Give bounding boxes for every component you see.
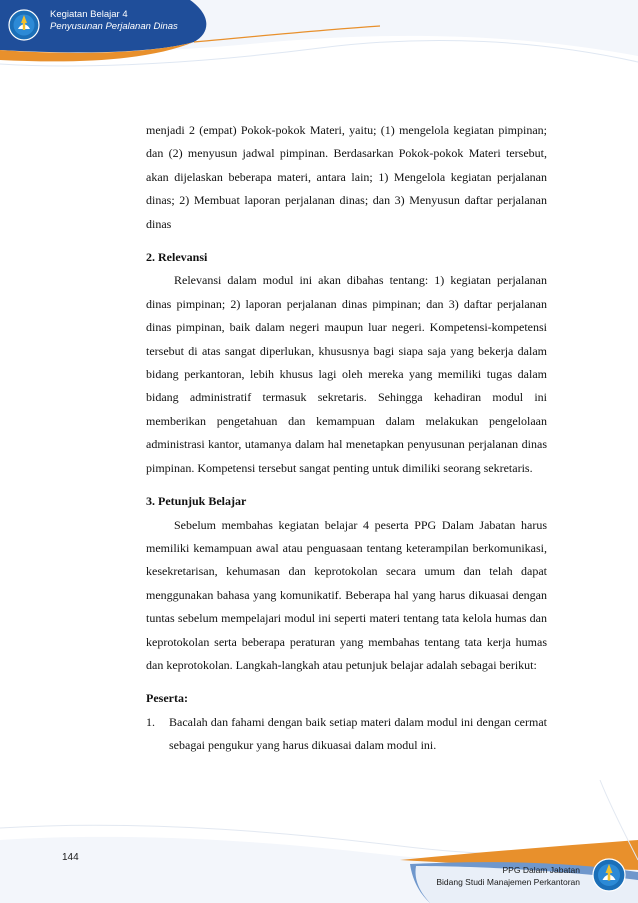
intro-paragraph: menjadi 2 (empat) Pokok-pokok Materi, yaitu; (1) mengelola kegiatan pimpinan; dan (2) menyusun jadwal pimpinan. Berdasarkan Pokok-pokok Materi tersebut, akan dijelaskan beberapa materi, antara lain; 1) Mengelola kegiatan perjalanan dinas; 2) Membuat laporan perjalanan dinas; dan 3) Menyusun daftar perjalanan dinas <box>146 123 547 231</box>
footer-field: Bidang Studi Manajemen Perkantoran <box>436 877 580 887</box>
header-title: Kegiatan Belajar 4 <box>50 9 128 20</box>
section-heading-petunjuk: 3. Petunjuk Belajar <box>146 494 247 509</box>
tut-wuri-handayani-logo-icon <box>8 9 40 41</box>
relevansi-paragraph: Relevansi dalam modul ini akan dibahas tentang: 1) kegiatan perjalanan dinas pimpinan; 2) laporan perjalanan dinas pimpinan; dan 3) daftar perjalanan dinas pimpinan, baik dalam negeri maupun luar negeri. Kompetensi-kompetensi tersebut di atas sangat diperlukan, khususnya bagi siapa saja yang bekerja dalam bidang perkantoran, lebih khusus lagi oleh mereka yang memiliki tugas dalam bidang administratif termasuk sekretaris. Sehingga kehadiran modul ini memberikan pengetahuan dan kemampuan dalam melakukan pengelolaan administrasi kantor, utamanya dalam hal menetapkan penyusunan perjalanan dinas pimpinan. Kompetensi tersebut sangat penting untuk dimiliki seorang sekretaris. <box>146 273 547 475</box>
header-subtitle: Penyusunan Perjalanan Dinas <box>50 21 178 32</box>
petunjuk-paragraph: Sebelum membahas kegiatan belajar 4 peserta PPG Dalam Jabatan harus memiliki kemampuan awal atau penguasaan tentang keterampilan berkomunikasi, kesekretarisan, kehumasan dan keprotokolan secara umum dan telah dapat menggunakan bahasa yang komunikatif. Beberapa hal yang harus dikuasai dengan tuntas sebelum mempelajari modul ini seperti materi tentang tata kelola humas dan keprotokolan serta beberapa peraturan yang membahas tentang tata kerja humas dan keprotokolan. Langkah-langkah atau petunjuk belajar adalah sebagai berikut: <box>146 517 547 672</box>
main-content <box>146 119 547 758</box>
page-number: 144 <box>62 852 79 863</box>
section-heading-relevansi: 2. Relevansi <box>146 250 208 265</box>
tut-wuri-handayani-logo-icon <box>592 858 626 892</box>
list-item <box>146 711 547 758</box>
footer-program: PPG Dalam Jabatan <box>502 865 580 875</box>
section-heading-peserta: Peserta: <box>146 691 188 706</box>
list-item-text: Bacalah dan fahami dengan baik setiap materi dalam modul ini dengan cermat sebagai pengukur yang harus dikuasai dalam modul ini. <box>169 714 547 753</box>
list-item-number: 1. <box>146 714 155 729</box>
